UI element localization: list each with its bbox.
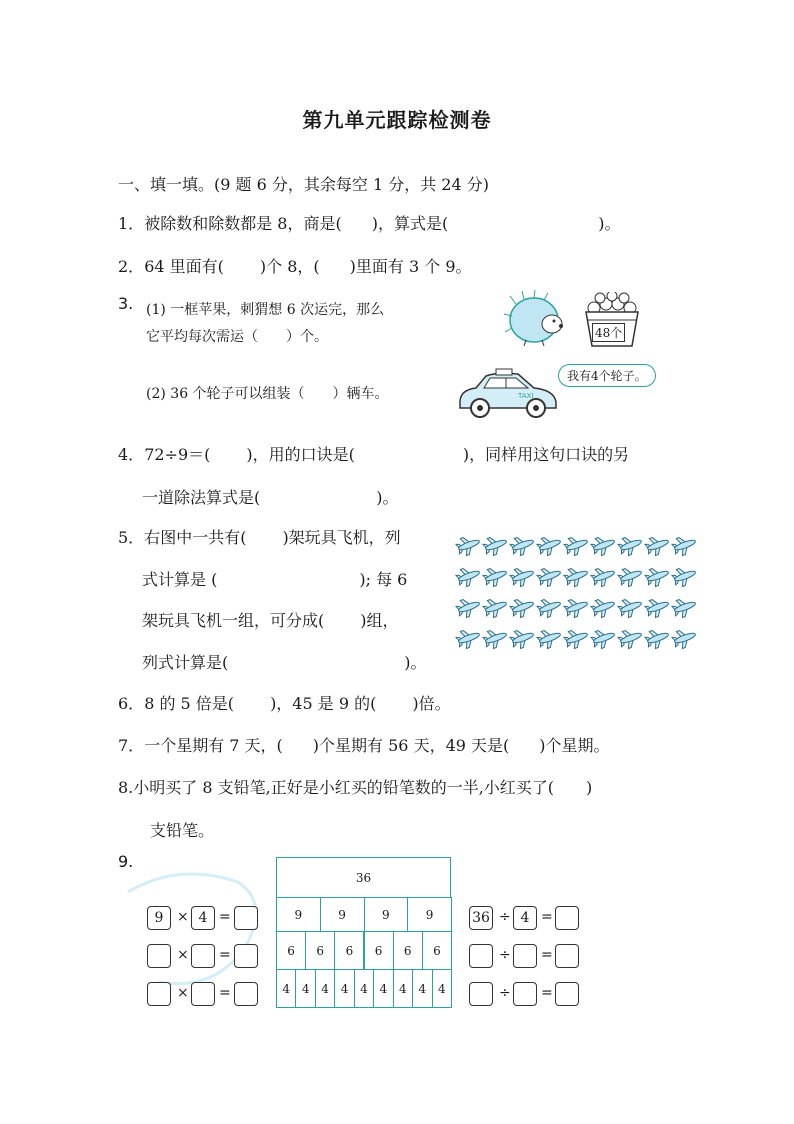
taxi-illustration xyxy=(456,368,560,420)
toy-plane-icon xyxy=(644,564,672,589)
q1-text-a: 被除数和除数都是 8，商是( xyxy=(144,214,342,233)
toy-plane-icon xyxy=(563,533,591,558)
toy-plane-grid xyxy=(454,530,704,654)
times-sign: × xyxy=(177,947,189,963)
bar-segment: 4 xyxy=(315,969,335,1008)
toy-plane-icon xyxy=(617,564,645,589)
q8-line2: 支铅笔。 xyxy=(150,821,215,840)
toy-plane-icon xyxy=(509,595,537,620)
toy-plane-icon xyxy=(617,626,645,651)
q7-text-a: 一个星期有 7 天，( xyxy=(144,736,283,755)
equals-sign: = xyxy=(541,985,553,1001)
bar-segment: 6 xyxy=(334,931,364,970)
toy-plane-icon xyxy=(644,595,672,620)
given-divisor: 4 xyxy=(513,906,537,930)
divide-sign: ÷ xyxy=(499,909,511,925)
toy-plane-icon xyxy=(509,533,537,558)
answer-box[interactable] xyxy=(513,944,537,968)
question-8 xyxy=(118,775,592,798)
q5-line4-a: 列式计算是( xyxy=(142,653,229,672)
toy-plane-icon xyxy=(509,626,537,651)
toy-plane-icon xyxy=(671,626,699,651)
toy-plane-icon xyxy=(455,533,483,558)
toy-plane-icon xyxy=(671,533,699,558)
question-number: 8. xyxy=(118,778,134,797)
toy-plane-icon xyxy=(455,564,483,589)
divide-sign: ÷ xyxy=(499,985,511,1001)
question-number: 9. xyxy=(118,852,134,871)
equals-sign: = xyxy=(219,909,231,925)
q5-line3-a: 架玩具飞机一组，可分成( xyxy=(142,611,325,630)
bar-segment: 6 xyxy=(364,931,394,970)
question-4 xyxy=(118,442,629,465)
question-5 xyxy=(118,525,401,548)
q2-text-b: )个 8，( xyxy=(259,257,320,276)
times-sign: × xyxy=(177,985,189,1001)
q5-line1-a: 右图中一共有( xyxy=(144,528,247,547)
toy-plane-icon xyxy=(563,564,591,589)
answer-box[interactable] xyxy=(513,982,537,1006)
toy-plane-icon xyxy=(590,595,618,620)
bar-segment: 6 xyxy=(305,931,335,970)
answer-box[interactable] xyxy=(469,944,493,968)
toy-plane-icon xyxy=(482,626,510,651)
q5-line2-b: ); 每 6 xyxy=(359,570,408,589)
question-5-line4 xyxy=(142,650,427,673)
q2-text-a: 64 里面有( xyxy=(144,257,224,276)
toy-plane-icon xyxy=(455,595,483,620)
equals-sign: = xyxy=(541,909,553,925)
toy-plane-icon xyxy=(617,533,645,558)
question-5-line3 xyxy=(142,608,399,631)
toy-plane-icon xyxy=(671,595,699,620)
toy-plane-icon xyxy=(455,626,483,651)
hedgehog-illustration xyxy=(502,290,572,346)
section-heading: 一、填一填。(9 题 6 分，其余每空 1 分，共 24 分) xyxy=(118,175,489,194)
bar-segment: 4 xyxy=(412,969,432,1008)
toy-plane-icon xyxy=(536,564,564,589)
q7-text-b: )个星期有 56 天，49 天是( xyxy=(312,736,510,755)
toy-plane-icon xyxy=(482,595,510,620)
q5-line3-b: )组， xyxy=(360,611,399,630)
answer-box[interactable] xyxy=(234,944,258,968)
equals-sign: = xyxy=(219,985,231,1001)
toy-plane-icon xyxy=(509,564,537,589)
bar-segment: 9 xyxy=(276,897,321,932)
question-5-line2 xyxy=(142,567,407,590)
question-number: 2． xyxy=(118,257,145,276)
q4-text-a: 72÷9＝( xyxy=(144,445,211,464)
page-title: 第九单元跟踪检测卷 xyxy=(302,108,492,132)
taxi-sign: TAXI xyxy=(518,392,534,400)
toy-plane-icon xyxy=(617,595,645,620)
bar-segment: 9 xyxy=(364,897,409,932)
toy-plane-icon xyxy=(644,533,672,558)
q5-line2-a: 式计算是 ( xyxy=(142,570,218,589)
toy-plane-icon xyxy=(536,595,564,620)
question-number: 5． xyxy=(118,528,145,547)
question-number: 4． xyxy=(118,445,145,464)
q8-line1: 小明买了 8 支铅笔,正好是小红买的铅笔数的一半,小红买了( ) xyxy=(133,778,593,797)
answer-box[interactable] xyxy=(555,944,579,968)
bar-segment: 4 xyxy=(276,969,296,1008)
toy-plane-icon xyxy=(590,533,618,558)
q5-line1-b: )架玩具飞机，列 xyxy=(282,528,401,547)
toy-plane-icon xyxy=(644,626,672,651)
answer-box[interactable] xyxy=(555,906,579,930)
q4-text-b: )，用的口诀是( xyxy=(246,445,355,464)
question-4-line2 xyxy=(142,485,399,508)
q1-text-c: )。 xyxy=(598,214,621,233)
q4-line2-a: 一道除法算式是( xyxy=(142,488,261,507)
toy-plane-icon xyxy=(590,564,618,589)
question-number: 7． xyxy=(118,736,145,755)
speech-bubble: 我有4个轮子。 xyxy=(558,364,656,387)
toy-plane-icon xyxy=(482,564,510,589)
answer-box[interactable] xyxy=(469,982,493,1006)
answer-box[interactable] xyxy=(234,906,258,930)
toy-plane-icon xyxy=(590,626,618,651)
q6-text-c: )倍。 xyxy=(412,694,451,713)
q3-part1-line1: (1) 一框苹果，刺猬想 6 次运完，那么 xyxy=(146,302,385,318)
toy-plane-icon xyxy=(536,533,564,558)
answer-box[interactable] xyxy=(191,944,215,968)
divide-sign: ÷ xyxy=(499,947,511,963)
question-number: 1． xyxy=(118,214,145,233)
times-sign: × xyxy=(177,909,189,925)
toy-plane-icon xyxy=(563,595,591,620)
equals-sign: = xyxy=(219,947,231,963)
q4-line2-b: )。 xyxy=(376,488,399,507)
question-1 xyxy=(118,211,620,234)
question-number: 6． xyxy=(118,694,145,713)
question-2 xyxy=(118,254,472,277)
question-7 xyxy=(118,733,610,756)
toy-plane-icon xyxy=(563,626,591,651)
given-dividend: 36 xyxy=(469,906,493,930)
basket-label: 48个 xyxy=(592,323,625,342)
question-number: 3. xyxy=(118,294,134,313)
bar-segment: 4 xyxy=(334,969,354,1008)
q2-text-c: )里面有 3 个 9。 xyxy=(349,257,472,276)
bar-segment: 4 xyxy=(295,969,315,1008)
bar-segment: 9 xyxy=(320,897,365,932)
q1-text-b: )，算式是( xyxy=(371,214,449,233)
question-6 xyxy=(118,691,451,714)
bar-segment: 6 xyxy=(276,931,306,970)
toy-plane-icon xyxy=(482,533,510,558)
q3-part1-line2: 它平均每次需运（ ）个。 xyxy=(146,329,328,345)
bar-segment: 4 xyxy=(432,969,452,1008)
q4-text-c: )，同样用这句口诀的另 xyxy=(462,445,630,464)
q6-text-b: )，45 是 9 的( xyxy=(270,694,377,713)
q3-part2: (2) 36 个轮子可以组装（ ）辆车。 xyxy=(146,386,389,402)
q7-text-c: )个星期。 xyxy=(539,736,610,755)
answer-box[interactable] xyxy=(191,982,215,1006)
q6-text-a: 8 的 5 倍是( xyxy=(144,694,235,713)
answer-box[interactable] xyxy=(234,982,258,1006)
bar-segment: 9 xyxy=(407,897,452,932)
bar-segment: 4 xyxy=(393,969,413,1008)
answer-box[interactable] xyxy=(147,944,171,968)
bar-segment: 4 xyxy=(373,969,393,1008)
answer-box[interactable] xyxy=(147,982,171,1006)
toy-plane-icon xyxy=(536,626,564,651)
answer-box[interactable] xyxy=(555,982,579,1006)
given-factor: 4 xyxy=(191,906,215,930)
given-factor: 9 xyxy=(147,906,171,930)
equals-sign: = xyxy=(541,947,553,963)
bar-segment: 6 xyxy=(422,931,452,970)
toy-plane-icon xyxy=(671,564,699,589)
bar-total: 36 xyxy=(276,857,451,897)
q5-line4-b: )。 xyxy=(404,653,427,672)
bar-segment: 6 xyxy=(393,931,423,970)
bar-segment: 4 xyxy=(354,969,374,1008)
